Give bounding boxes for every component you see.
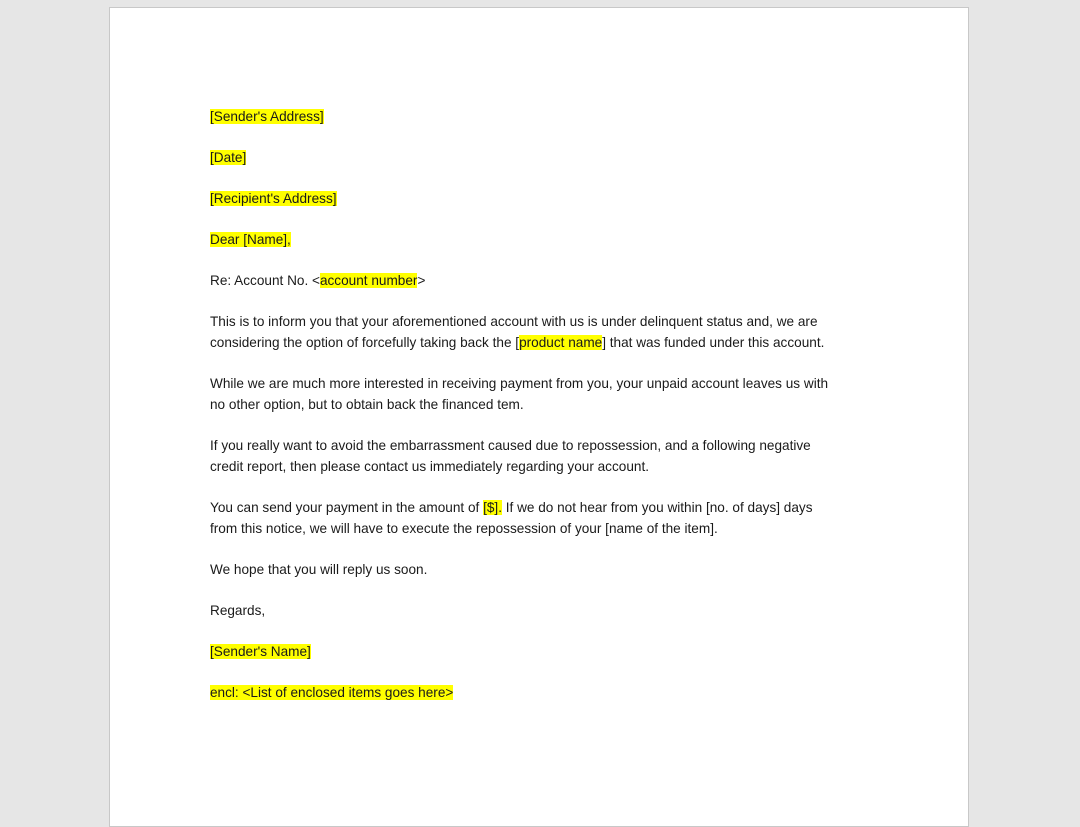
paragraph-delinquent-status[interactable] bbox=[210, 311, 880, 353]
date-line[interactable] bbox=[210, 147, 880, 168]
account-number-placeholder[interactable]: account number bbox=[319, 273, 418, 288]
paragraph-avoid-repossession[interactable] bbox=[210, 435, 880, 477]
salutation-line[interactable] bbox=[210, 229, 880, 250]
enclosure-line[interactable] bbox=[210, 682, 880, 703]
para3-line2: credit report, then please contact us immediately regarding your account. bbox=[210, 459, 650, 474]
regards-line[interactable] bbox=[210, 600, 880, 621]
paragraph-payment-interest[interactable] bbox=[210, 373, 880, 415]
paragraph-payment-amount[interactable] bbox=[210, 497, 880, 539]
re-prefix: Re: Account No. < bbox=[210, 273, 320, 288]
salutation-placeholder[interactable]: Dear [Name], bbox=[210, 232, 291, 247]
recipient-address-placeholder[interactable]: [Recipient's Address] bbox=[210, 191, 337, 206]
para2-line2: no other option, but to obtain back the financed tem. bbox=[210, 397, 524, 412]
para4-line1-after: If we do not hear from you within [no. of days] days bbox=[501, 500, 813, 515]
document-page[interactable] bbox=[109, 7, 969, 827]
amount-placeholder[interactable]: [$]. bbox=[483, 500, 502, 515]
sender-name-line[interactable] bbox=[210, 641, 880, 662]
regards-text: Regards, bbox=[210, 603, 266, 618]
closing-hope-text: We hope that you will reply us soon. bbox=[210, 562, 428, 577]
re-line[interactable] bbox=[210, 270, 880, 291]
para1-line2-before: considering the option of forcefully taking back the [ bbox=[210, 335, 520, 350]
sender-address-placeholder[interactable]: [Sender's Address] bbox=[210, 109, 324, 124]
para3-line1: If you really want to avoid the embarrassment caused due to repossession, and a following negative bbox=[210, 438, 811, 453]
sender-name-placeholder[interactable]: [Sender's Name] bbox=[210, 644, 311, 659]
closing-hope-line[interactable] bbox=[210, 559, 880, 580]
enclosure-placeholder[interactable]: encl: <List of enclosed items goes here> bbox=[210, 685, 454, 700]
date-placeholder[interactable]: [Date] bbox=[210, 150, 247, 165]
para2-line1: While we are much more interested in receiving payment from you, your unpaid account leaves us with bbox=[210, 376, 829, 391]
re-suffix: > bbox=[417, 273, 426, 288]
para1-line2-after: ] that was funded under this account. bbox=[602, 335, 825, 350]
para1-line1: This is to inform you that your aforementioned account with us is under delinquent status and, we are bbox=[210, 314, 818, 329]
para4-line2: from this notice, we will have to execute the repossession of your [name of the item]. bbox=[210, 521, 718, 536]
para4-line1-before: You can send your payment in the amount of bbox=[210, 500, 484, 515]
letter-body[interactable] bbox=[210, 106, 880, 723]
recipient-address-line[interactable] bbox=[210, 188, 880, 209]
product-name-placeholder[interactable]: product name bbox=[519, 335, 603, 350]
sender-address-line[interactable] bbox=[210, 106, 880, 127]
